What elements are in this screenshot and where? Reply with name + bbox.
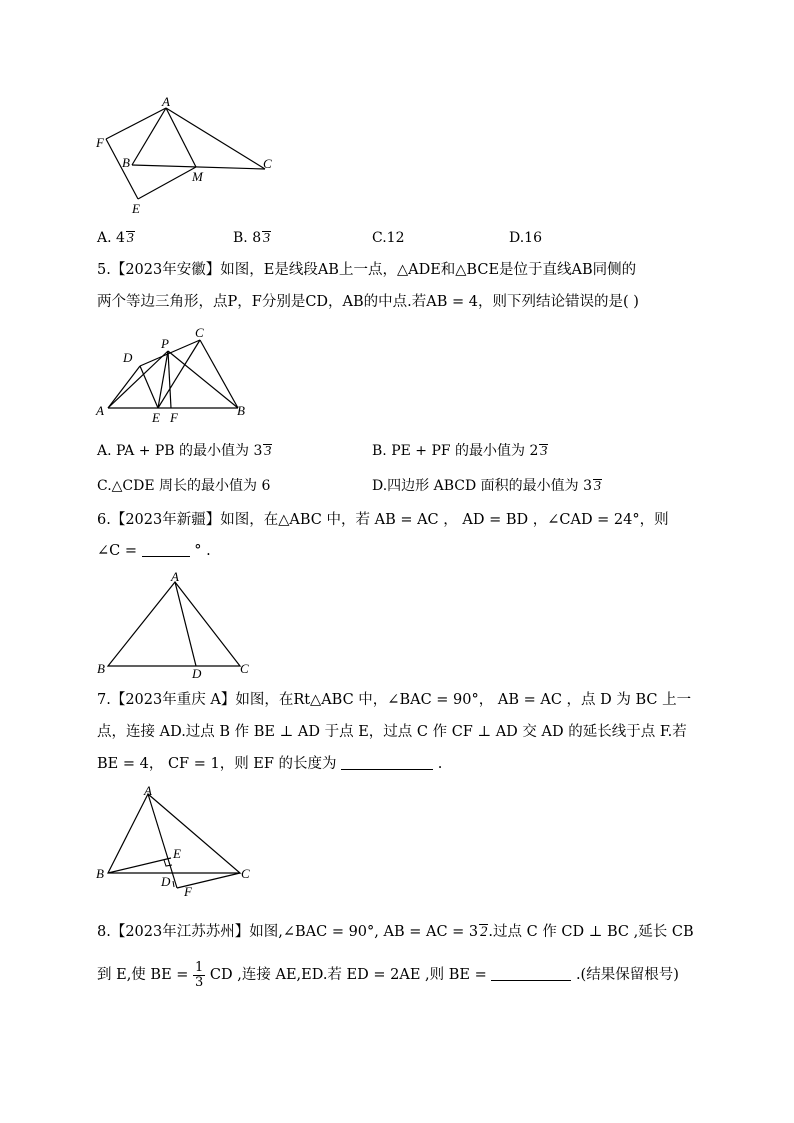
q7-figure xyxy=(90,782,265,899)
q4-option-a: A. 4 3 xyxy=(97,230,134,246)
q5-option-c: C.△CDE 周长的最小值为 6 xyxy=(97,478,271,494)
q5-label-f: F xyxy=(170,410,178,425)
q5-label-d: D xyxy=(123,350,133,365)
q7-label-c: C xyxy=(241,866,250,881)
q7-figure-lines xyxy=(108,794,240,888)
q5-option-a: A. PA + PB 的最小值为 3 3 xyxy=(97,443,272,459)
q7-line-3: BE = 4， CF = 1，则 EF 的长度为 . xyxy=(97,756,443,772)
q6-label-c: C xyxy=(240,661,249,676)
q4-label-f: F xyxy=(96,135,104,150)
q7-answer-blank[interactable] xyxy=(341,755,433,770)
q4-figure-lines xyxy=(106,108,265,199)
q5-line-1: 5.【2023年安徽】如图，E是线段AB上一点，△ADE和△BCE是位于直线AB同侧的 xyxy=(97,262,637,278)
q7-label-a: A xyxy=(144,783,152,798)
q4-option-b: B. 8 3 xyxy=(233,230,271,246)
q6-figure-lines xyxy=(108,582,240,666)
q4-label-m: M xyxy=(192,169,203,184)
q6-label-b: B xyxy=(97,661,105,676)
q4-label-c: C xyxy=(263,156,272,171)
q7-line-1: 7.【2023年重庆 A】如图，在Rt△ABC 中，∠BAC = 90°， AB = AC ，点 D 为 BC 上一 xyxy=(97,692,692,708)
q5-option-b: B. PE + PF 的最小值为 2 3 xyxy=(372,443,548,459)
q6-label-a: A xyxy=(171,569,179,584)
q7-label-e: E xyxy=(173,846,181,861)
q5-figure xyxy=(90,322,260,427)
q4-label-a: A xyxy=(162,94,170,109)
q8-line-2: 到 E,使 BE = $\frac{1}{3}$ CD ,连接 AE,ED.若 ED = 2AE ,则 BE = .(结果保留根号) xyxy=(97,959,679,990)
q8-fraction: $\frac{1}{3}$ xyxy=(195,959,204,990)
q7-label-f: F xyxy=(184,884,192,899)
q4-option-d: D.16 xyxy=(509,230,542,246)
q5-line-2: 两个等边三角形，点P，F分别是CD，AB的中点.若AB = 4，则下列结论错误的是( ) xyxy=(97,294,639,310)
q5-label-b: B xyxy=(237,403,245,418)
q5-label-e: E xyxy=(152,410,160,425)
q6-line-2: ∠C = ° . xyxy=(97,543,211,559)
q4-option-c: C.12 xyxy=(372,230,405,246)
q7-label-b: B xyxy=(96,866,104,881)
q4-label-b: B xyxy=(122,155,130,170)
q4-figure xyxy=(90,92,290,222)
q7-label-d: D xyxy=(161,874,171,889)
q8-line-1: 8.【2023年江苏苏州】如图,∠BAC = 90°, AB = AC = 3 2.过点 C 作 CD ⊥ BC ,延长 CB xyxy=(97,924,694,940)
q5-label-a: A xyxy=(96,403,104,418)
q5-label-c: C xyxy=(195,325,204,340)
q6-answer-blank[interactable] xyxy=(142,542,190,557)
q7-line-2: 点，连接 AD.过点 B 作 BE ⊥ AD 于点 E，过点 C 作 CF ⊥ AD 交 AD 的延长线于点 F.若 xyxy=(97,724,687,740)
q4-label-e: E xyxy=(132,201,140,216)
q5-option-d: D.四边形 ABCD 面积的最小值为 3 3 xyxy=(372,478,602,494)
q6-label-d: D xyxy=(192,666,202,681)
q6-line-1: 6.【2023年新疆】如图，在△ABC 中，若 AB = AC ， AD = BD ，∠CAD = 24°，则 xyxy=(97,512,669,528)
q6-figure xyxy=(90,568,265,683)
q8-answer-blank[interactable] xyxy=(491,966,571,981)
q5-label-p: P xyxy=(161,336,169,351)
